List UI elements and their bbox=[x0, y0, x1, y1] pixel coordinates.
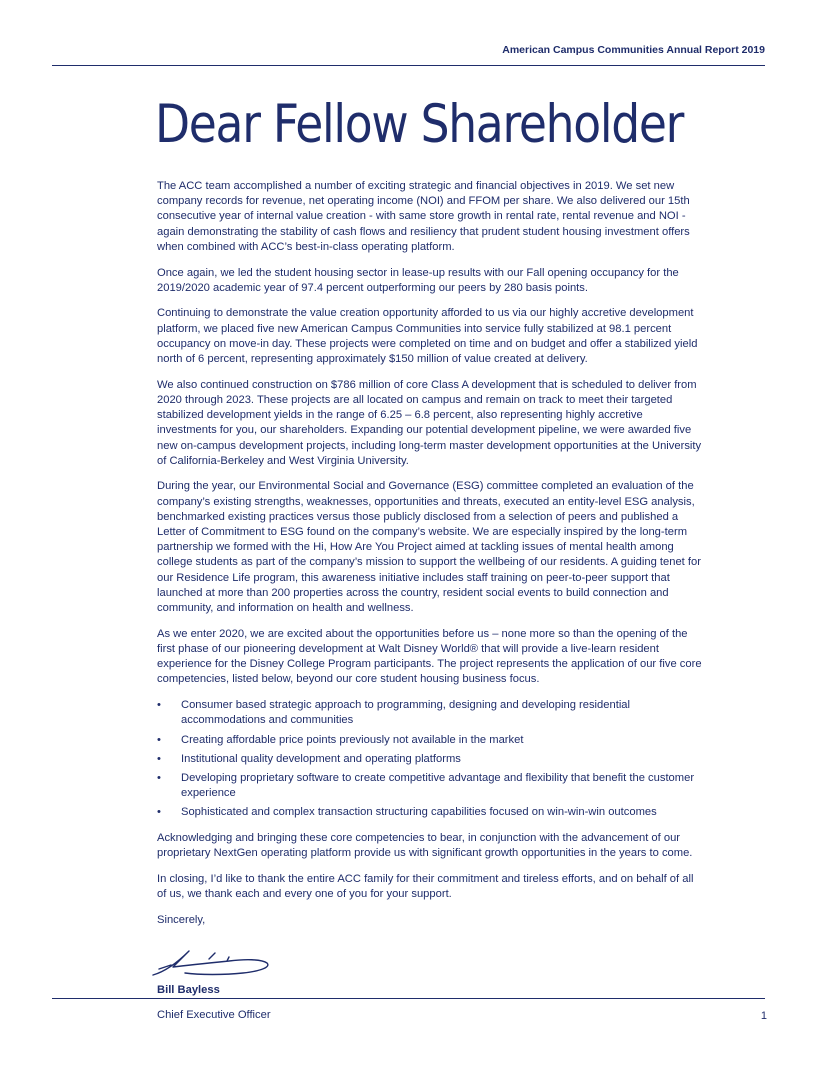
signature-image bbox=[149, 939, 279, 981]
list-item-text: Consumer based strategic approach to programming, designing and developing residential accommodations and communities bbox=[181, 699, 631, 727]
paragraph: We also continued construction on $786 million of core Class A development that is scheduled to deliver from 2020 through 2023. These projects are all located on campus and remain on track to meet their targeted stabilized development yields in the range of 6.25 – 6.8 percent, also representing highly accretive investments for you, our shareholders. Expanding our potential development pipeline, we were awarded five new on-campus development projects, including long-term master development opportunities at the University of California-Berkeley and West Virginia University. bbox=[157, 378, 702, 467]
list-item bbox=[157, 805, 705, 820]
paragraph: In closing, I’d like to thank the entire ACC family for their commitment and tireless efforts, and on behalf of all of us, we thank each and every one of you for your support. bbox=[157, 872, 694, 901]
list-item bbox=[157, 752, 705, 767]
list-item bbox=[157, 771, 705, 801]
letter-body bbox=[157, 179, 705, 1034]
header-divider bbox=[52, 65, 765, 66]
list-item-text: Sophisticated and complex transaction structuring capabilities focused on win-win-win outcomes bbox=[181, 806, 657, 819]
footer-divider bbox=[52, 998, 765, 999]
report-title: American Campus Communities Annual Report 2019 bbox=[502, 44, 765, 56]
letter-title: Dear Fellow Shareholder bbox=[155, 94, 684, 155]
bullet-icon: • bbox=[157, 733, 161, 746]
list-item-text: Developing proprietary software to create competitive advantage and flexibility that benefit the customer experience bbox=[181, 771, 695, 800]
closing-salutation: Sincerely, bbox=[157, 913, 206, 926]
paragraph: Once again, we led the student housing sector in lease-up results with our Fall opening occupancy for the 2019/2020 academic year of 97.4 percent outperforming our peers by 280 basis points. bbox=[157, 266, 679, 294]
bullet-icon: • bbox=[157, 771, 161, 784]
paragraph: During the year, our Environmental Social and Governance (ESG) committee completed an evaluation of the company’s existing strengths, weaknesses, opportunities and threats, executed an entity-level ESG analysis, benchmarked existing practices versus those publicly disclosed from a selection of peers and published a Letter of Commitment to ESG found on the company’s website. We are especially inspired by the long-term partnership we formed with the Hi, How Are You Project aimed at tackling issues of mental health among college students as part of the company’s mission to support the wellbeing of our residents. A guiding tenet for our Residence Life program, this awareness initiative includes staff training on peer-to-peer support that launched at more than 200 properties across the country, resident social events to build connection and community, and information on health and wellness. bbox=[157, 480, 701, 615]
bullet-icon: • bbox=[157, 806, 161, 819]
list-item bbox=[157, 733, 705, 748]
bullet-icon: • bbox=[157, 752, 161, 765]
list-item-text: Institutional quality development and operating platforms bbox=[181, 752, 461, 765]
paragraph: The ACC team accomplished a number of exciting strategic and financial objectives in 2019. We set new company records for revenue, net operating income (NOI) and FFOM per share. We also delivered our 15th consecutive year of internal value creation - with same store growth in rental rate, rental revenue and NOI - again demonstrating the stability of cash flows and resiliency that prudent student housing investment offers when combined with ACC’s best-in-class operating platform. bbox=[157, 180, 690, 253]
paragraph: Acknowledging and bringing these core competencies to bear, in conjunction with the advancement of our proprietary NextGen operating platform provide us with significant growth opportunities in the years to come. bbox=[157, 832, 693, 860]
list-item bbox=[157, 698, 705, 728]
core-competencies-list bbox=[157, 698, 705, 820]
paragraph: Continuing to demonstrate the value creation opportunity afforded to us via our highly accretive development platform, we placed five new American Campus Communities into service fully stabilized at 98.1 percent occupancy on move-in day. These projects were completed on time and on budget and offer a stabilized yield north of 6 percent, representing approximately $150 million of value created at delivery. bbox=[157, 307, 698, 366]
signer-name: Bill Bayless bbox=[157, 983, 220, 996]
bullet-icon: • bbox=[157, 699, 161, 712]
signer-title: Chief Executive Officer bbox=[157, 1009, 271, 1022]
paragraph: As we enter 2020, we are excited about the opportunities before us – none more so than the opening of the first phase of our pioneering development at Walt Disney World® that will provide a live-learn resident experience for the Disney College Program participants. The project represents the application of our five core competencies, listed below, beyond our core student housing business focus. bbox=[157, 627, 702, 686]
page-number: 1 bbox=[760, 1010, 767, 1022]
list-item-text: Creating affordable price points previously not available in the market bbox=[181, 733, 524, 746]
